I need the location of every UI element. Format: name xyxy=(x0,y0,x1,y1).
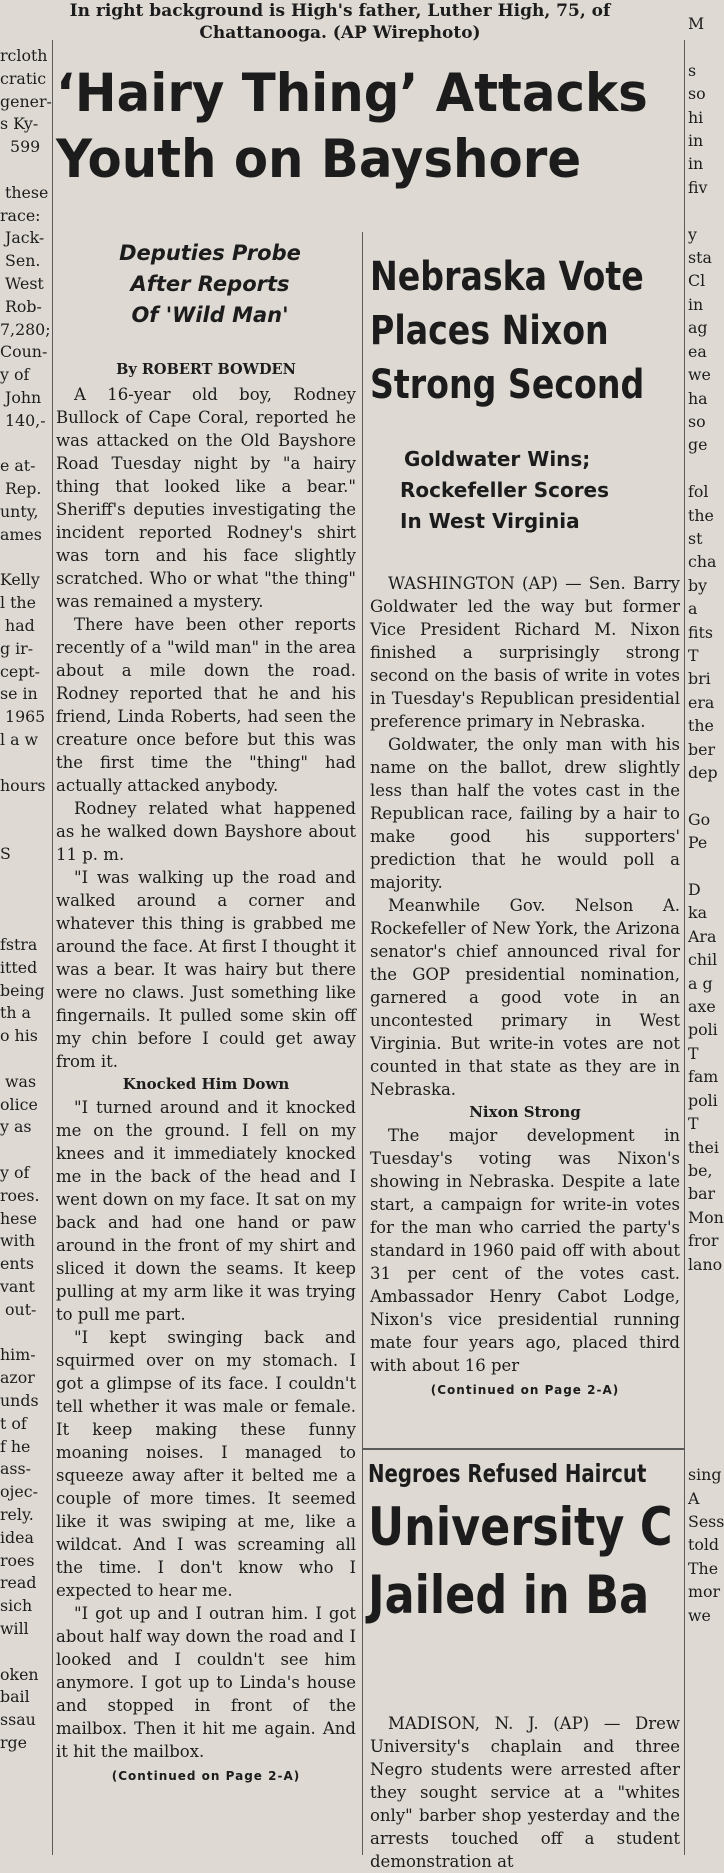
nebraska-paragraph: WASHINGTON (AP) — Sen. Barry Goldwater led the way but former Vice President Richard M. Nixon finished a surprisingly strong second on the basis of write in votes in Tuesday's Republican presidential preference primary in Nebraska. xyxy=(370,574,680,731)
drew-story-headline xyxy=(368,1456,684,1630)
drew-headline-line-2: Jailed in Ba xyxy=(368,1565,650,1626)
hairy-headline-line-1: ‘Hairy Thing’ Attacks xyxy=(56,63,648,124)
hairy-byline: By ROBERT BOWDEN xyxy=(116,361,296,378)
hairy-continued-line: (Continued on Page 2-A) xyxy=(111,1769,301,1783)
hairy-deck-line-3: Of 'Wild Man' xyxy=(131,303,289,327)
hairy-paragraph: A 16-year old boy, Rodney Bullock of Cape Coral, reported he was attacked on the Old Bayshore Road Tuesday night by "a hairy thing that looked like a bear." Sheriff's deputies investigating the incident reported Rodney's shirt was torn and his face slightly scratched. Who or what "the thing" was remained a mystery. xyxy=(56,385,356,611)
hairy-paragraph: "I was walking up the road and walked around a corner and whatever this thing is grabbed me around the face. At first I thought it was a bear. It was hairy but there were no claws. Just something like fingernails. It pulled some skin off my chin before I could get away from it. xyxy=(56,868,356,1071)
nebraska-deck-line-2: Rockefeller Scores xyxy=(400,478,610,502)
left-column-rule xyxy=(52,40,53,1855)
caption-line-2: Chattanooga. (AP Wirephoto) xyxy=(199,23,481,43)
nebraska-story-body xyxy=(370,572,680,1402)
caption-line-1: In right background is High's father, Luther High, 75, of xyxy=(69,1,611,21)
hairy-deck-line-1: Deputies Probe xyxy=(119,241,301,265)
hairy-story-body xyxy=(56,358,356,1788)
hairy-thing-headline xyxy=(56,62,682,192)
hairy-paragraph: "I got up and I outran him. I got about half way down the road and I looked and I couldn't see him anymore. I got up to Linda's house and stopped in front of the mailbox. Then it hit me again. And it hit the mailbox. xyxy=(56,1604,356,1761)
nebraska-paragraph: Goldwater, the only man with his name on the ballot, drew slightly less than half the votes cast in the Republican race, failing by a hair to make good his supporters' prediction that he would poll a majority. xyxy=(370,735,680,892)
nebraska-headline-line-1: Nebraska Vote xyxy=(370,254,644,300)
nebraska-headline-line-3: Strong Second xyxy=(370,362,645,408)
hairy-paragraph: "I turned around and it knocked me on the ground. I fell on my knees and it immediately knocked me in the back of the head and I went down on my face. It sat on my back and had one hand or paw around in the front of my shirt and sliced it down the seams. It keep pulling at my arm like it was trying to pull me part. xyxy=(56,1098,356,1324)
nebraska-continued-line: (Continued on Page 2-A) xyxy=(430,1383,620,1397)
nebraska-deck-line-3: In West Virginia xyxy=(400,509,580,533)
hairy-subhead: Knocked Him Down xyxy=(122,1075,290,1093)
nebraska-paragraph: Meanwhile Gov. Nelson A. Rockefeller of New York, the Arizona senator's chief announced rival for the GOP presidential nomination, garnered a good vote in an uncontested primary in West Virginia. But write-in votes are not counted in that state as they are in Nebraska. xyxy=(370,896,680,1099)
story-divider-rule xyxy=(362,232,363,1855)
nebraska-deck-line-1: Goldwater Wins; xyxy=(404,447,591,471)
nebraska-headline xyxy=(370,250,682,412)
left-column-fragment: rcloth cratic gener- s Ky- 599 these race: Jack- Sen. West Rob- 7,280; Coun- y of John 140,- e at- Rep. unty, ames Kelly l the had g ir- cept- se in 1965 l a w hours S fstra itted being th a o his was olice y as y of roes. hese with ents vant out- him- azor unds t of f he ass- ojec- rely. idea roes read sich will oken bail ssau rge xyxy=(0,46,52,1752)
hairy-deck xyxy=(60,238,360,331)
right-column-rule xyxy=(684,40,685,1855)
hairy-paragraph: "I kept swinging back and squirmed over on my stomach. I got a glimpse of its face. I couldn't tell whether it was male or female. It keep making these funny moaning noises. I managed to squeeze away after it belted me a couple of more times. It seemed like it was swiping at me, like a wildcat. And I was screaming all the time. I don't know who I expected to hear me. xyxy=(56,1328,356,1600)
right-column-fragment: M s so hi in in fiv y sta Cl in ag ea we ha so ge fol the st cha by a fits T bri era the ber dep Go Pe D ka Ara chil a g axe poli T fam poli T thei be, bar Mon fror lano sing A Sess told The mor we xyxy=(688,14,724,1625)
hairy-paragraph: There have been other reports recently of a "wild man" in the area about a mile down the road. Rodney reported that he and his friend, Linda Roberts, had seen the creature once before but this was the first time the "thing" had actually attacked anybody. xyxy=(56,615,356,795)
nebraska-deck xyxy=(400,444,680,537)
drew-story-body xyxy=(370,1712,680,1873)
nebraska-subhead: Nixon Strong xyxy=(469,1103,581,1121)
hairy-deck-line-2: After Reports xyxy=(130,272,290,296)
drew-headline-line-1: University C xyxy=(368,1497,673,1558)
hairy-paragraph: Rodney related what happened as he walked down Bayshore about 11 p. m. xyxy=(56,799,356,864)
nebraska-paragraph: The major development in Tuesday's voting was Nixon's showing in Nebraska. Despite a late start, a campaign for write-in votes for the man who carried the party's standard in 1960 paid off with about 31 per cent of the votes cast. Ambassador Henry Cabot Lodge, Nixon's vice presidential running mate four years ago, placed third with about 16 per xyxy=(370,1126,680,1375)
drew-paragraph: MADISON, N. J. (AP) — Drew University's chaplain and three Negro students were arrested after they sought service at a "whites only" barber shop yesterday and the arrests touched off a student demonstration at xyxy=(370,1714,680,1871)
photo-caption xyxy=(60,0,620,44)
hairy-headline-line-2: Youth on Bayshore xyxy=(56,129,582,190)
drew-story-top-rule xyxy=(362,1448,684,1450)
nebraska-headline-line-2: Places Nixon xyxy=(370,308,609,354)
drew-kicker: Negroes Refused Haircut xyxy=(368,1459,647,1488)
